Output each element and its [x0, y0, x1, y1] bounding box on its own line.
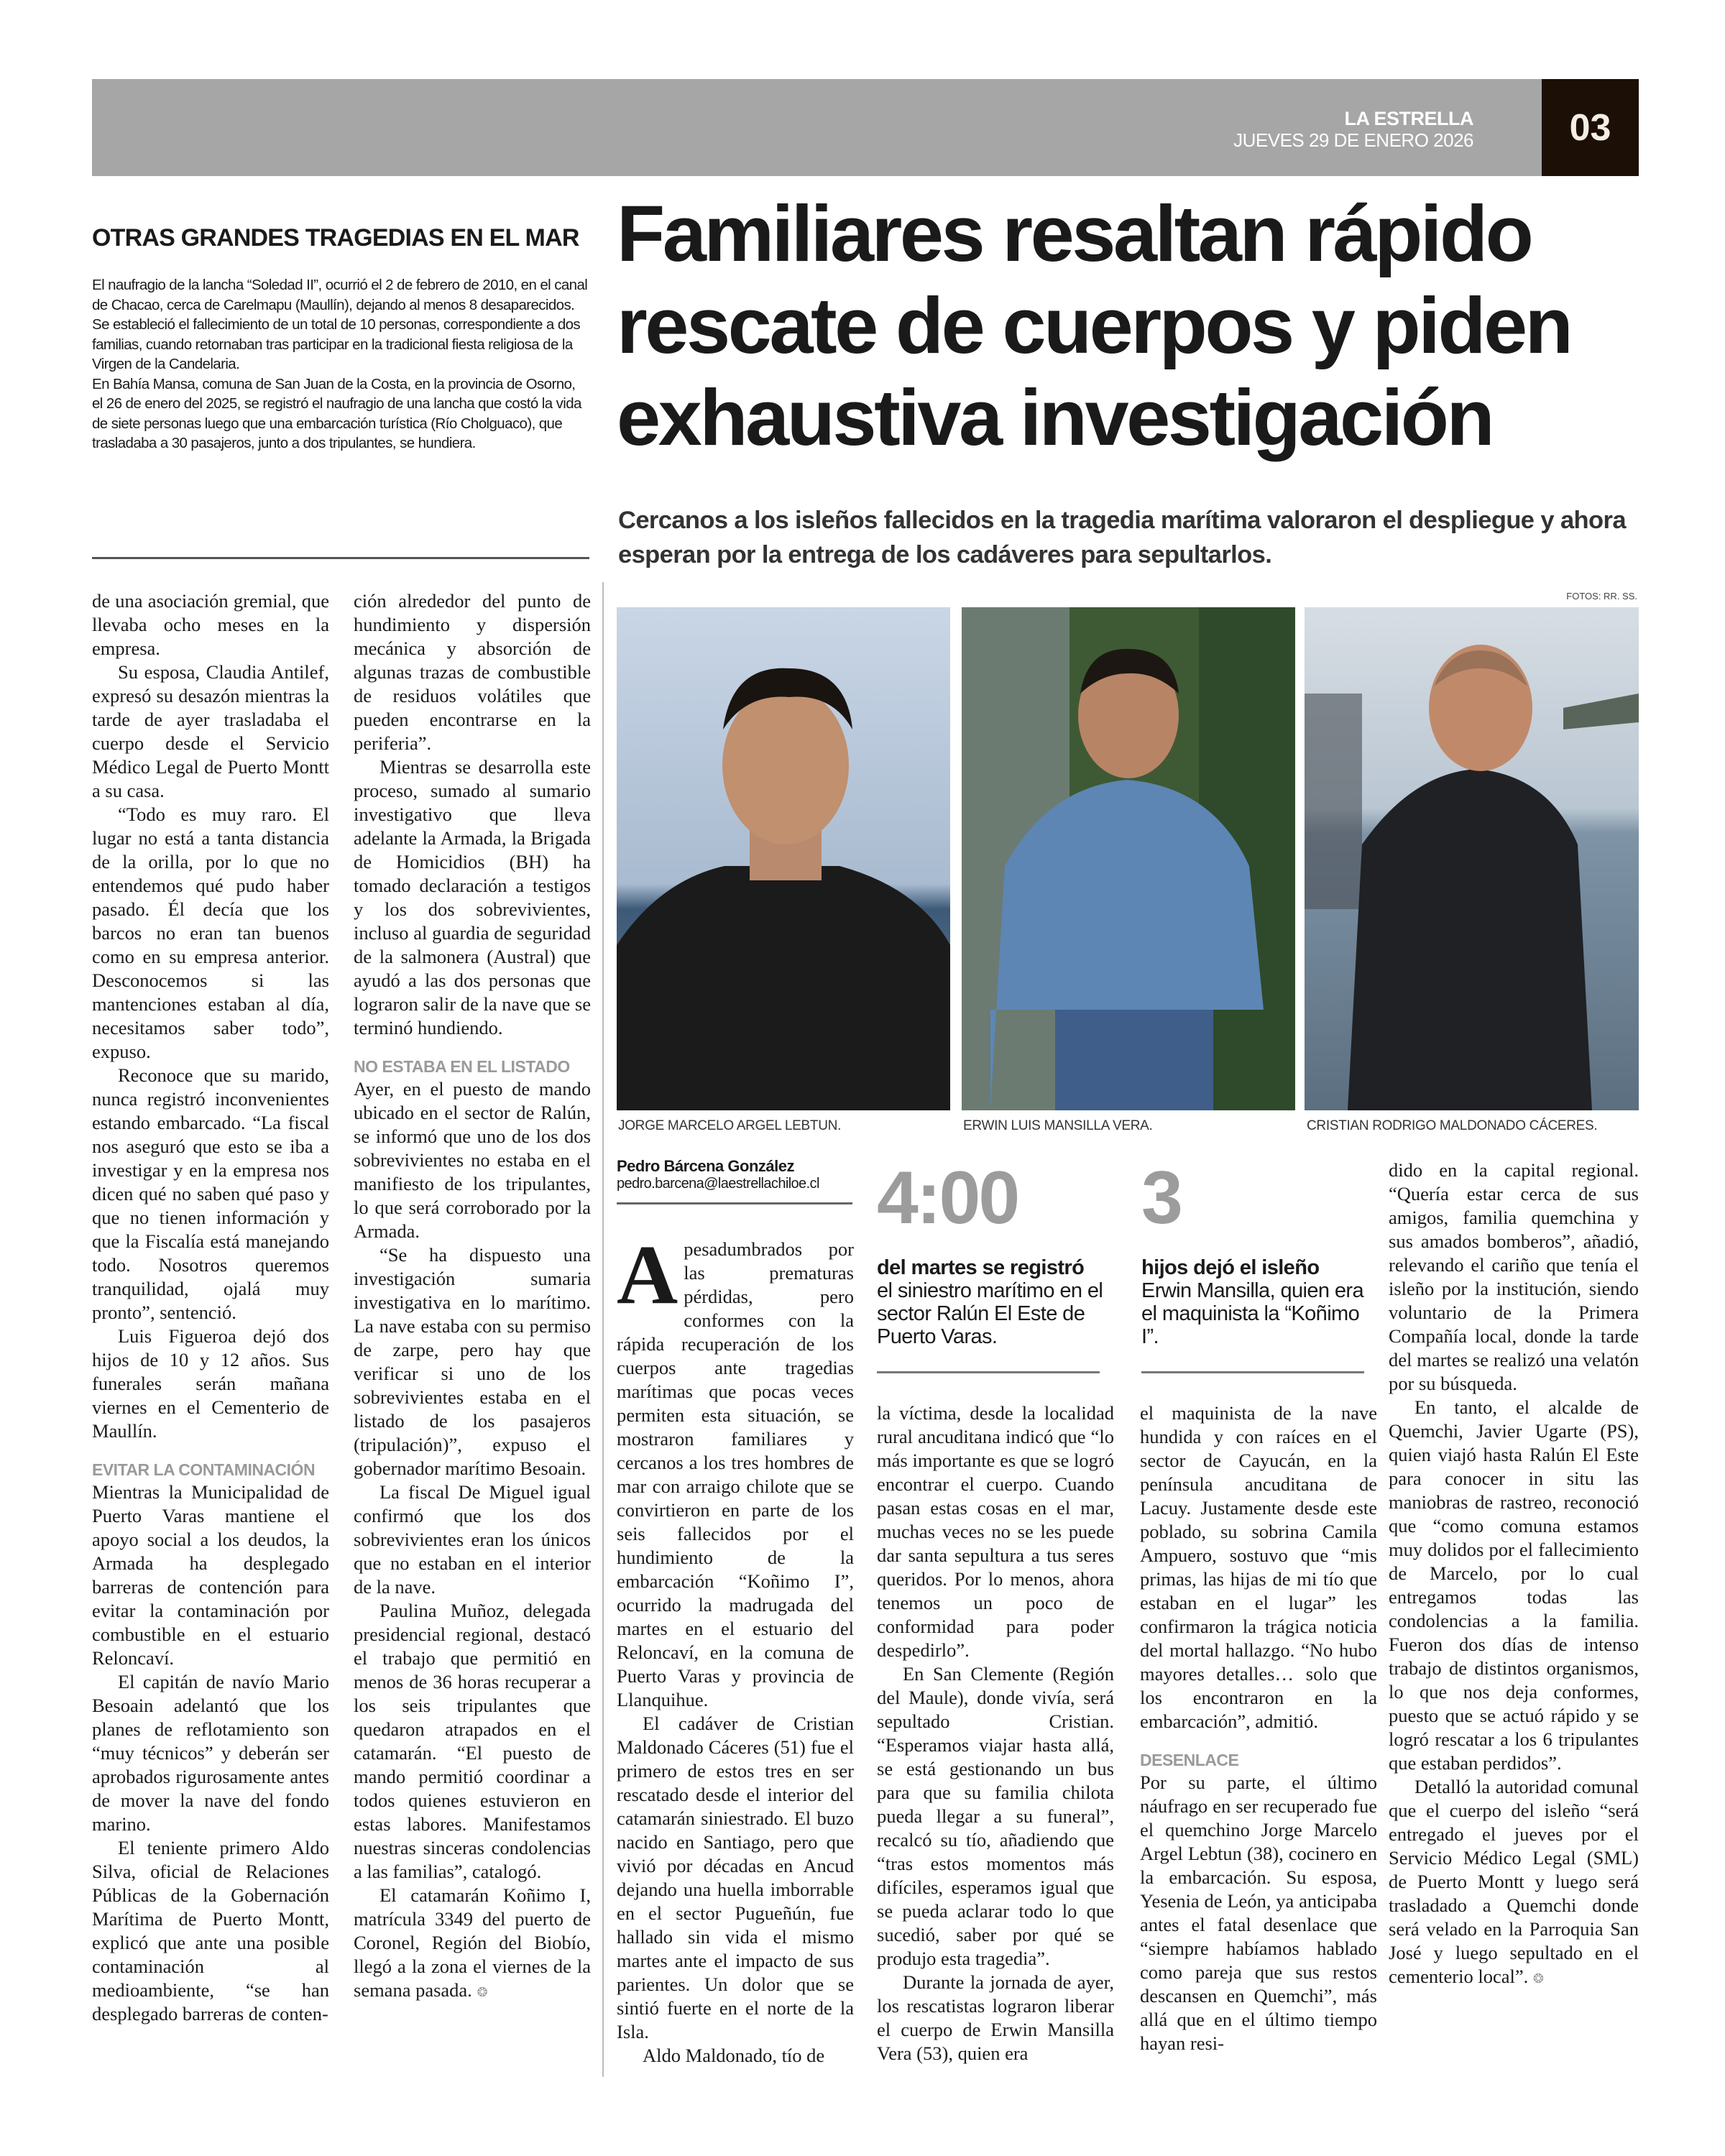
stat-label — [877, 1256, 1114, 1348]
headline — [617, 188, 1652, 464]
photo-cristian-maldonado — [1305, 607, 1639, 1110]
paragraph: dido en la capital regional. “Quería estar cerca de sus amigos, familia quemchina y sus amados bomberos”, añadió, relevando el cariño que tenía el isleño por la institución, siendo voluntario de la Primera Compañía local, donde la tarde del martes se realizó una velatón por su búsqueda. — [1389, 1159, 1639, 1394]
publication-name: LA ESTRELLA — [1344, 108, 1473, 129]
paragraph: Aldo Maldonado, tío de — [643, 2045, 825, 2066]
sidebar-title: OTRAS GRANDES TRAGEDIAS EN EL MAR — [92, 224, 579, 252]
paragraph: Paulina Muñoz, delegada presidencial regional, destacó el trabajo que permitió en menos de 36 horas recuperar a los seis tripulantes que quedaron atrapados en el catamarán. “El puesto de mando permitió coordinar a todos quienes estuvieron en estas labores. Manifestamos nuestras sinceras condolencias a las familias”, catalogó. — [354, 1600, 591, 1882]
stat-text: Erwin Mansilla, quien era el maquinista la “Koñimo I”. — [1141, 1279, 1363, 1348]
divider — [92, 557, 589, 559]
headline-line: rescate de cuerpos y piden — [617, 282, 1571, 370]
paragraph: de una asociación gremial, que llevaba ocho meses en la empresa. — [92, 590, 329, 659]
photo-caption: ERWIN LUIS MANSILLA VERA. — [963, 1118, 1153, 1133]
paragraph: Mientras la Municipalidad de Puerto Varas mantiene el apoyo social a los deudos, la Armada ha desplegado barreras de contención para evitar la contaminación por combustible en el estuario Reloncaví. — [92, 1481, 329, 1669]
paragraph — [354, 1884, 591, 2004]
portrait-photo — [1305, 607, 1639, 1110]
publication-info — [1233, 108, 1473, 151]
paragraph: Su esposa, Claudia Antilef, expresó su desazón mientras la tarde de ayer trasladaba el cuerpo desde el Servicio Médico Legal de Puerto Montt a su casa. — [92, 661, 329, 801]
paragraph: El teniente primero Aldo Silva, oficial de Relaciones Públicas de la Gobernación Marítima de Puerto Montt, explicó que ante una posible contaminación al medioambiente, “se han desplegado barreras de conten- — [92, 1837, 329, 2024]
paragraph: “Todo es muy raro. El lugar no está a tanta distancia de la orilla, por lo que no entendemos qué pudo haber pasado. Él decía que los barcos no eran tan buenos como en su empresa anterior. Desconocemos si las mantenciones estaban al día, necesitamos saber todo”, expuso. — [92, 803, 329, 1062]
paragraph — [1389, 1775, 1639, 1991]
paragraph: La fiscal De Miguel igual confirmó que los dos sobrevivientes eran los únicos que no estaban en el interior de la nave. — [354, 1481, 591, 1598]
divider — [617, 1202, 852, 1204]
lead-paragraph — [617, 1227, 854, 1712]
paragraph: Por su parte, el último náufrago en ser recuperado fue el quemchino Jorge Marcelo Argel Lebtun (38), cocinero en la embarcación. Su esposa, Yesenia de León, ya anticipaba antes el fatal desenlace que “siempre habíamos hablado como pareja que sus restos descansen en Quemchi”, más allá que en el último tiempo hayan resi- — [1140, 1772, 1377, 2054]
paragraph-text: pesadumbrados por las prematuras pérdidas, pero conformes con la rápida recuperación de los cuerpos ante tragedias marítimas que pocas veces permiten esta situación, se mostraron familiares y cercanos a los tres hombres de mar con arraigo chilote que se convirtieron en parte de los seis fallecidos por el hundimiento de la embarcación “Koñimo I”, ocurrido la madrugada del martes en el estuario del Reloncaví, en la comuna de Puerto Varas y provincia de Llanquihue. — [617, 1238, 854, 1710]
stat-number: 3 — [1141, 1156, 1181, 1240]
portrait-photo — [617, 607, 950, 1110]
stat-number: 4:00 — [877, 1156, 1018, 1240]
author-email: pedro.barcena@laestrellachiloe.cl — [617, 1176, 819, 1192]
stat-lead: del martes se registró — [877, 1256, 1085, 1279]
stat-label — [1141, 1256, 1379, 1348]
photo-credit: FOTOS: RR. SS. — [1566, 591, 1637, 602]
article-column-1 — [92, 589, 329, 2026]
paragraph: Ayer, en el puesto de mando ubicado en el sector de Ralún, se informó que uno de los dos sobrevivientes no estaba en el manifiesto de los tripulantes, lo que será corroborado por la Armada. — [354, 1078, 591, 1242]
paragraph: la víctima, desde la localidad rural ancuditana indicó que “lo más importante es que se logró encontrar el cuerpo. Cuando pasan estas cosas en el mar, muchas veces no se les puede dar santa sepultura a tus seres queridos. Por lo menos, ahora tenemos un poco de conformidad para poder despedirlo”. — [877, 1402, 1114, 1661]
divider — [1141, 1371, 1364, 1373]
page-number: 03 — [1542, 79, 1639, 176]
paragraph: En tanto, el alcalde de Quemchi, Javier Ugarte (PS), quien viajó hasta Ralún El Este para conocer in situ las maniobras de rastreo, reconoció que “como comuna estamos muy dolidos por el fallecimiento de Marcelo, por lo cual entregamos todas las condolencias a la familia. Fueron dos días de intenso trabajo de distintos organismos, lo que nos deja conformes, puesto que se actuó rápido y se logró rescatar a los 6 tripulantes que estaban perdidos”. — [1389, 1396, 1639, 1774]
paragraph: Reconoce que su marido, nunca registró inconvenientes estando embarcado. “La fiscal nos aseguró que esto se iba a investigar y en la empresa nos dicen qué no saben qué paso y que no tienen información y que la Fiscalía está manejando todo. Nosotros queremos tranquilidad, ojalá muy pronto”, sentenció. — [92, 1064, 329, 1323]
paragraph: ción alrededor del punto de hundimiento y dispersión mecánica y absorción de algunas trazas de combustible de residuos volátiles que pueden encontrarse en la periferia”. — [354, 590, 591, 754]
sidebar-paragraph: En Bahía Mansa, comuna de San Juan de la Costa, en la provincia de Osorno, el 26 de enero del 2025, se registró el naufragio de una lancha que costó la vida de siete personas luego que una embarcación turística (Río Cholguaco), que trasladaba a 30 pasajeros, junto a dos tripulantes, se hundiera. — [92, 375, 581, 451]
paragraph: En San Clemente (Región del Maule), donde vivía, será sepultado Cristian. “Esperamos viajar hasta allá, se está gestionando un bus para que su familia chilota pueda llegar a su funeral”, recalcó su tío, añadiendo que “tras estos momentos más difíciles, esperamos igual que se pueda aclarar todo lo que sucedió, saber por qué se produjo esta tragedia”. — [877, 1663, 1114, 1969]
paragraph-text: Detalló la autoridad comunal que el cuerpo del isleño “será entregado el jueves por el Servicio Médico Legal (SML) de Puerto Montt y luego será trasladado a Quemchi donde será velado en la Parroquia San José y luego sepultado en el cementerio local”. — [1389, 1776, 1639, 1987]
article-column-6 — [1389, 1158, 1639, 1991]
end-of-article-icon: ❂ — [477, 1985, 488, 2000]
drop-cap: A — [617, 1227, 678, 1322]
section-subhead: EVITAR LA CONTAMINACIÓN — [92, 1460, 316, 1479]
paragraph: El cadáver de Cristian Maldonado Cáceres (51) fue el primero de estos tres en ser rescatado desde el interior del catamarán siniestrado. El buzo nacido en Santiago, pero que vivió por décadas en Ancud dejando una huella imborrable en el sector Pugueñún, fue hallado sin vida el mismo martes ante el impacto de sus parientes. Un dolor que se sintió fuerte en el norte de la Isla. — [617, 1713, 854, 2042]
headline-line: exhaustiva investigación — [617, 374, 1493, 462]
section-subhead: DESENLACE — [1140, 1751, 1239, 1769]
publication-date: JUEVES 29 DE ENERO 2026 — [1233, 129, 1473, 151]
stat-text: el siniestro marítimo en el sector Ralún El Este de Puerto Varas. — [877, 1279, 1103, 1348]
end-of-article-icon: ❂ — [1532, 1971, 1544, 1986]
subheadline: Cercanos a los isleños fallecidos en la tragedia marítima valoraron el despliegue y ahora esperan por la entrega de los cadáveres para sepultarlos. — [618, 507, 1626, 568]
author-name: Pedro Bárcena González — [617, 1157, 794, 1175]
paragraph: El capitán de navío Mario Besoain adelantó que los planes de reflotamiento son “muy técnicos” y deberán ser aprobados rigurosamente antes de mover la nave del fondo marino. — [92, 1671, 329, 1835]
portrait-photo — [962, 607, 1295, 1110]
paragraph: Durante la jornada de ayer, los rescatistas lograron liberar el cuerpo de Erwin Mansilla Vera (53), quien era — [877, 1971, 1114, 2064]
paragraph: “Se ha dispuesto una investigación sumaria investigativa en lo marítimo. La nave estaba con su permiso de zarpe, pero hay que verificar si uno de los sobrevivientes estaba en el listado de los pasajeros (tripulación)”, expuso el gobernador marítimo Besoain. — [354, 1244, 591, 1479]
paragraph: Mientras se desarrolla este proceso, sumado al sumario investigativo que lleva adelante la Armada, la Brigada de Homicidios (BH) ha tomado declaración a testigos y los dos sobrevivientes, incluso al guardia de seguridad de la salmonera (Austral) que ayudó a las dos personas que lograron salir de la nave que se terminó hundiendo. — [354, 756, 591, 1038]
column-divider — [602, 582, 604, 2077]
photo-caption: JORGE MARCELO ARGEL LEBTUN. — [618, 1118, 842, 1133]
headline-line: Familiares resaltan rápido — [617, 190, 1532, 278]
section-subhead: NO ESTABA EN EL LISTADO — [354, 1057, 570, 1076]
article-column-4 — [877, 1401, 1114, 2065]
paragraph: Luis Figueroa dejó dos hijos de 10 y 12 años. Sus funerales serán mañana viernes en el Cementerio de Maullín. — [92, 1325, 329, 1442]
article-column-2 — [354, 589, 591, 2004]
article-column-5 — [1140, 1401, 1377, 2055]
stat-lead: hijos dejó el isleño — [1141, 1256, 1320, 1279]
article-column-3 — [617, 1227, 854, 2068]
sidebar-box — [92, 195, 589, 453]
byline — [617, 1157, 854, 1192]
photo-caption: CRISTIAN RODRIGO MALDONADO CÁCERES. — [1307, 1118, 1598, 1133]
photo-jorge-argel — [617, 607, 950, 1110]
photo-erwin-mansilla — [962, 607, 1295, 1110]
divider — [877, 1371, 1100, 1373]
sidebar-paragraph: El naufragio de la lancha “Soledad II”, ocurrió el 2 de febrero de 2010, en el canal de Chacao, cerca de Carelmapu (Maullín), dejando al menos 8 desaparecidos. Se estableció el fallecimiento de un total de 10 personas, correspondiente a dos familias, cuando retornaban tras participar en la tradicional fiesta religiosa de la Virgen de la Candelaria. — [92, 277, 588, 372]
paragraph: el maquinista de la nave hundida y con raíces en el sector de Cayucán, en la península ancuditana de Lacuy. Justamente desde este poblado, su sobrina Camila Ampuero, sostuvo que “mis primas, las hijas de mi tío que estaban en el lugar” les confirmaron la trágica noticia del mortal hallazgo. “No hubo mayores detalles… solo que los encontraron en la embarcación”, admitió. — [1140, 1402, 1377, 1732]
paragraph-text: El catamarán Koñimo I, matrícula 3349 del puerto de Coronel, Región del Biobío, llegó a la zona el viernes de la semana pasada. — [354, 1884, 591, 2001]
